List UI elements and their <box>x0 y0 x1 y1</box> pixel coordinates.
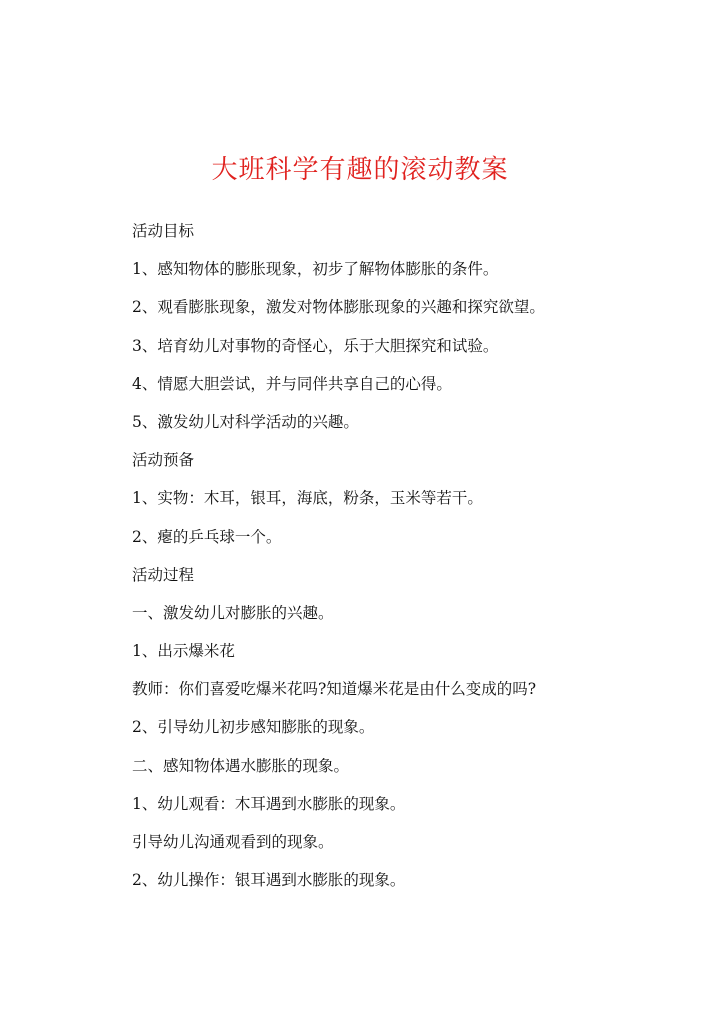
paragraph-line: 2、瘪的乒乓球一个。 <box>132 527 282 546</box>
paragraph-line: 2、观看膨胀现象，激发对物体膨胀现象的兴趣和探究欲望。 <box>132 298 545 317</box>
paragraph-line: 引导幼儿沟通观看到的现象。 <box>132 833 334 851</box>
section-heading-process: 活动过程 <box>132 565 195 584</box>
paragraph-line: 2、引导幼儿初步感知膨胀的现象。 <box>132 718 375 737</box>
paragraph-line: 1、实物：木耳，银耳，海底，粉条，玉米等若干。 <box>132 489 483 508</box>
paragraph-line: 5、激发幼儿对科学活动的兴趣。 <box>132 412 359 431</box>
paragraph-line: 二、感知物体遇水膨胀的现象。 <box>132 756 350 775</box>
section-heading-goals: 活动目标 <box>132 222 195 240</box>
paragraph-line: 1、感知物体的膨胀现象，初步了解物体膨胀的条件。 <box>132 260 499 279</box>
paragraph-line: 教师：你们喜爱吃爆米花吗?知道爆米花是由什么变成的吗? <box>132 680 537 699</box>
paragraph-line: 1、出示爆米花 <box>132 642 235 661</box>
document-title: 大班科学有趣的滚动教案 <box>211 155 509 185</box>
paragraph-line: 4、情愿大胆尝试，并与同伴共享自己的心得。 <box>132 374 452 393</box>
paragraph-line: 3、培育幼儿对事物的奇怪心，乐于大胆探究和试验。 <box>132 336 499 355</box>
paragraph-line: 一、激发幼儿对膨胀的兴趣。 <box>132 603 334 622</box>
document-body <box>132 218 692 905</box>
paragraph-line: 1、幼儿观看：木耳遇到水膨胀的现象。 <box>132 794 406 813</box>
section-heading-preparation: 活动预备 <box>132 451 195 470</box>
paragraph-line: 2、幼儿操作：银耳遇到水膨胀的现象。 <box>132 871 406 890</box>
